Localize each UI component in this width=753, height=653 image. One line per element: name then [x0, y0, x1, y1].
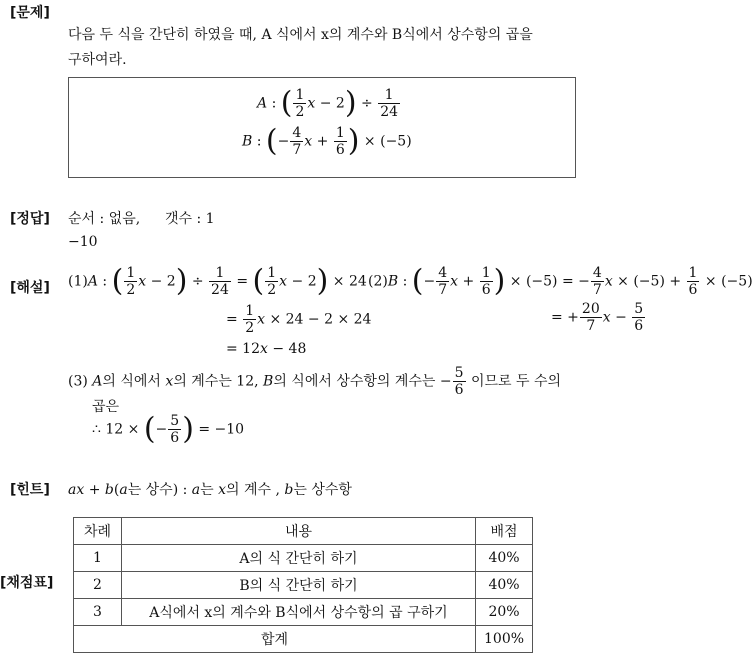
- scoring-table: [73, 517, 533, 653]
- row-points: 20%: [476, 599, 533, 626]
- row-points: 40%: [476, 572, 533, 599]
- row-points: 40%: [476, 545, 533, 572]
- hint-text: ax + b(a는 상수) : a는 x의 계수 , b는 상수항: [68, 482, 352, 498]
- expression-box: [68, 77, 576, 178]
- table-row: [74, 545, 533, 572]
- solution-3-line-1: (3) A의 식에서 x의 계수는 12, B의 식에서 상수항의 계수는 − $\frac{5}{6}$ 이므로 두 수의: [68, 365, 562, 398]
- row-content: A의 식 간단히 하기: [122, 545, 476, 572]
- header-order: 차례: [74, 518, 122, 545]
- section-problem: [문제]: [10, 5, 50, 21]
- solution-a-line-2: = $\frac{1}{2}$ x × 24 − 2 × 24: [226, 303, 372, 336]
- answer-order: 순서 : 없음,: [68, 211, 141, 227]
- table-header-row: [74, 518, 533, 545]
- section-scoring: [채점표]: [0, 575, 54, 591]
- row-order: 3: [74, 599, 122, 626]
- solution-a-line-3: = 12x − 48: [226, 341, 307, 357]
- answer-value: −10: [68, 234, 98, 250]
- problem-line-1: 다음 두 식을 간단히 하였을 때, A 식에서 x의 계수와 B식에서 상수항의 곱을: [68, 27, 533, 43]
- table-row: [74, 599, 533, 626]
- solution-b-line-1: (2)B : (− $\frac{4}{7}$ x + $\frac{1}{6}$ ) × (−5) = − $\frac{4}{7}$ x × (−5) + $\frac{1}{6}$ × (−5): [368, 263, 753, 299]
- solution-b-line-2: = + $\frac{20}{7}$ x − $\frac{5}{6}$: [551, 301, 644, 334]
- header-points: 배점: [476, 518, 533, 545]
- section-answer: [정답]: [10, 211, 50, 227]
- solution-a-line-1: (1)A : ( $\frac{1}{2}$ x − 2) ÷ $\frac{1}{24}$ = ( $\frac{1}{2}$ x − 2) × 24: [68, 263, 367, 299]
- row-order: 2: [74, 572, 122, 599]
- section-hint: [힌트]: [10, 482, 50, 498]
- expression-a: A : ( $\frac{1}{2}$ x − 2) ÷ $\frac{1}{24}$: [257, 85, 399, 121]
- expression-b: B : (− $\frac{4}{7}$ x + $\frac{1}{6}$ ) × (−5): [242, 123, 412, 159]
- row-content: B의 식 간단히 하기: [122, 572, 476, 599]
- section-solution: [해설]: [10, 280, 50, 296]
- table-total-row: [74, 626, 533, 653]
- header-content: 내용: [122, 518, 476, 545]
- row-order: 1: [74, 545, 122, 572]
- table-row: [74, 572, 533, 599]
- row-content: A식에서 x의 계수와 B식에서 상수항의 곱 구하기: [122, 599, 476, 626]
- solution-3-line-3: ∴ 12 × (− $\frac{5}{6}$ ) = −10: [92, 411, 245, 447]
- total-value: 100%: [476, 626, 533, 653]
- answer-count: 갯수 : 1: [165, 211, 215, 227]
- total-label: 합계: [74, 626, 476, 653]
- problem-line-2: 구하여라.: [68, 52, 127, 68]
- solution-3-line-2: 곱은: [92, 399, 120, 415]
